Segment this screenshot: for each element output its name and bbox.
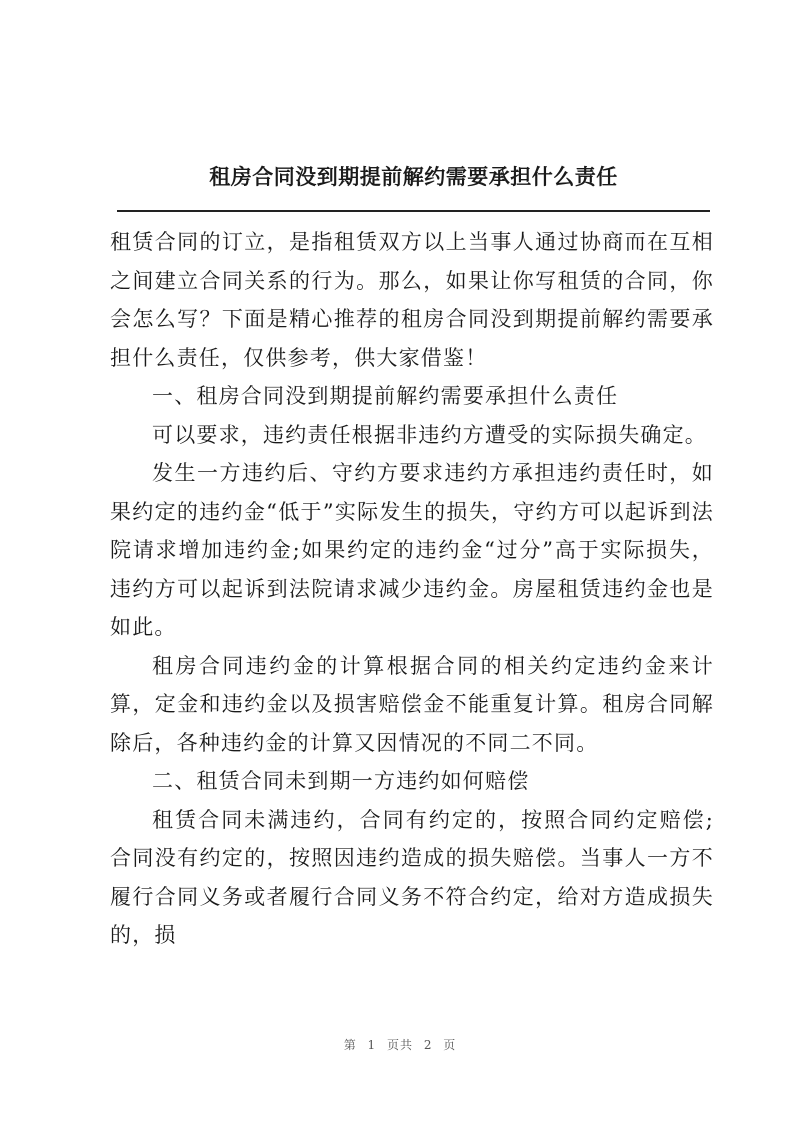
document-title: 租房合同没到期提前解约需要承担什么责任 <box>209 165 618 189</box>
paragraph: 发生一方违约后、守约方要求违约方承担违约责任时，如果约定的违约金“低于”实际发生的损失，守约方可以起诉到法院请求增加违约金;如果约定的违约金“过分”高于实际损失，违约方可以起诉到法院请求减少违约金。房屋租赁违约金也是如此。 <box>110 461 714 639</box>
paragraph: 可以要求，违约责任根据非违约方遭受的实际损失确定。 <box>152 422 707 447</box>
title-underline <box>117 210 710 212</box>
paragraph-intro: 租赁合同的订立，是指租赁双方以上当事人通过协商而在互相之间建立合同关系的行为。那么，如果让你写租赁的合同，你会怎么写？下面是精心推荐的租房合同没到期提前解约需要承担什么责任，仅供参考，供大家借鉴！ <box>110 230 714 370</box>
paragraph: 租赁合同未满违约，合同有约定的，按照合同约定赔偿;合同没有约定的，按照因违约造成的损失赔偿。当事人一方不履行合同义务或者履行合同义务不符合约定，给对方造成损失的，损 <box>110 807 714 947</box>
paragraph: 租房合同违约金的计算根据合同的相关约定违约金来计算，定金和违约金以及损害赔偿金不能重复计算。租房合同解除后，各种违约金的计算又因情况的不同二不同。 <box>110 653 714 755</box>
document-body <box>110 223 714 955</box>
page-number-footer: 第 1 页共 2 页 <box>343 1038 457 1052</box>
section-heading-2: 二、租赁合同未到期一方违约如何赔偿 <box>152 769 530 793</box>
section-heading-1: 一、租房合同没到期提前解约需要承担什么责任 <box>152 384 619 408</box>
